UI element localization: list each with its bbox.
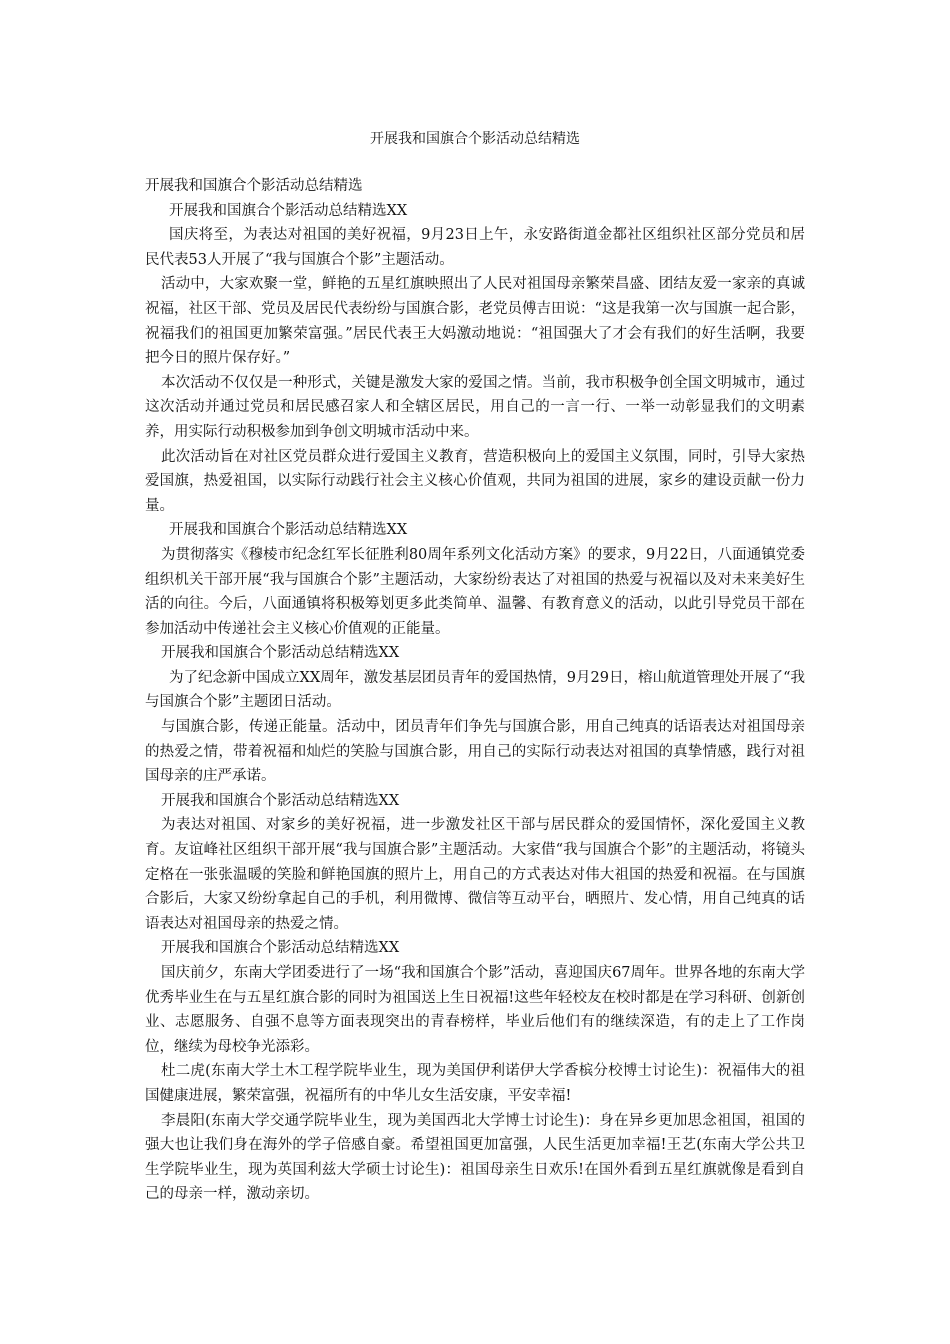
paragraph: 活动中，大家欢聚一堂，鲜艳的五星红旗映照出了人民对祖国母亲繁荣昌盛、团结友爱一家亲的真诚祝福，社区干部、党员及居民代表纷纷与国旗合影，老党员傅吉田说：“这是我第一次与国旗一起合影，祝福我们的祖国更加繁荣富强。”居民代表王大妈激动地说：“祖国强大了才会有我们的好生活啊，我要把今日的照片保存好。” [145, 276, 805, 367]
paragraph: 为贯彻落实《穆棱市纪念红军长征胜利80周年系列文化活动方案》的要求，9月22日，八面通镇党委组织机关干部开展“我与国旗合个影”主题活动，大家纷纷表达了对祖国的热爱与祝福以及对未来美好生活的向往。今后，八面通镇将积极筹划更多此类简单、温馨、有教育意义的活动，以此引导党员干部在参加活动中传递社会主义核心价值观的正能量。 [145, 546, 805, 637]
paragraph: 与国旗合影，传递正能量。活动中，团员青年们争先与国旗合影，用自己纯真的话语表达对祖国母亲的热爱之情，带着祝福和灿烂的笑脸与国旗合影，用自己的实际行动表达对祖国的真挚情感，践行对祖国母亲的庄严承诺。 [145, 719, 805, 785]
paragraph: 李晨阳(东南大学交通学院毕业生，现为美国西北大学博士讨论生)：身在异乡更加思念祖国，祖国的强大也让我们身在海外的学子倍感自豪。希望祖国更加富强，人民生活更加幸福!王艺(东南大学公共卫生学院毕业生，现为英国利兹大学硕士讨论生)：祖国母亲生日欢乐!在国外看到五星红旗就像是看到自己的母亲一样，激动亲切。 [145, 1112, 805, 1203]
document-body [145, 174, 805, 1207]
paragraph: 为了纪念新中国成立XX周年，激发基层团员青年的爱国热情，9月29日，榕山航道管理处开展了“我与国旗合个影”主题团日活动。 [145, 669, 805, 711]
section-heading: 开展我和国旗合个影活动总结精选XX [161, 645, 400, 662]
paragraph: 国庆将至，为表达对祖国的美好祝福，9月23日上午，永安路街道金都社区组织社区部分党员和居民代表53人开展了“我与国旗合个影”主题活动。 [145, 227, 805, 268]
paragraph: 本次活动不仅仅是一种形式，关键是激发大家的爱国之情。当前，我市积极争创全国文明城市，通过这次活动并通过党员和居民感召家人和全辖区居民，用自己的一言一行、一举一动彰显我们的文明素养，用实际行动积极参加到争创文明城市活动中来。 [145, 374, 805, 440]
paragraph: 国庆前夕，东南大学团委进行了一场“我和国旗合个影”活动，喜迎国庆67周年。世界各地的东南大学优秀毕业生在与五星红旗合影的同时为祖国送上生日祝福!这些年轻校友在校时都是在学习科研、创新创业、志愿服务、自强不息等方面表现突出的青春榜样，毕业后他们有的继续深造，有的走上了工作岗位，继续为母校争光添彩。 [145, 965, 805, 1055]
document-title: 开展我和国旗合个影活动总结精选 [370, 131, 580, 147]
section-heading: 开展我和国旗合个影活动总结精选XX [169, 522, 408, 539]
paragraph: 杜二虎(东南大学土木工程学院毕业生，现为美国伊利诺伊大学香槟分校博士讨论生)：祝福伟大的祖国健康进展，繁荣富强，祝福所有的中华儿女生活安康，平安幸福! [145, 1063, 805, 1104]
section-heading: 开展我和国旗合个影活动总结精选XX [161, 940, 400, 957]
paragraph: 此次活动旨在对社区党员群众进行爱国主义教育，营造积极向上的爱国主义氛围，同时，引导大家热爱国旗，热爱祖国，以实际行动践行社会主义核心价值观，共同为祖国的进展，家乡的建设贡献一份力量。 [145, 448, 805, 514]
paragraph-heading: 开展我和国旗合个影活动总结精选 [145, 178, 363, 194]
section-heading: 开展我和国旗合个影活动总结精选XX [169, 202, 408, 219]
section-heading: 开展我和国旗合个影活动总结精选XX [161, 792, 400, 809]
paragraph: 为表达对祖国、对家乡的美好祝福，进一步激发社区干部与居民群众的爱国情怀，深化爱国主义教育。友谊峰社区组织干部开展“我与国旗合影”主题活动。大家借“我与国旗合个影”的主题活动，将镜头定格在一张张温暖的笑脸和鲜艳国旗的照片上，用自己的方式表达对伟大祖国的热爱和祝福。在与国旗合影后，大家又纷纷拿起自己的手机，利用微博、微信等互动平台，晒照片、发心情，用自己纯真的话语表达对祖国母亲的热爱之情。 [145, 817, 805, 932]
